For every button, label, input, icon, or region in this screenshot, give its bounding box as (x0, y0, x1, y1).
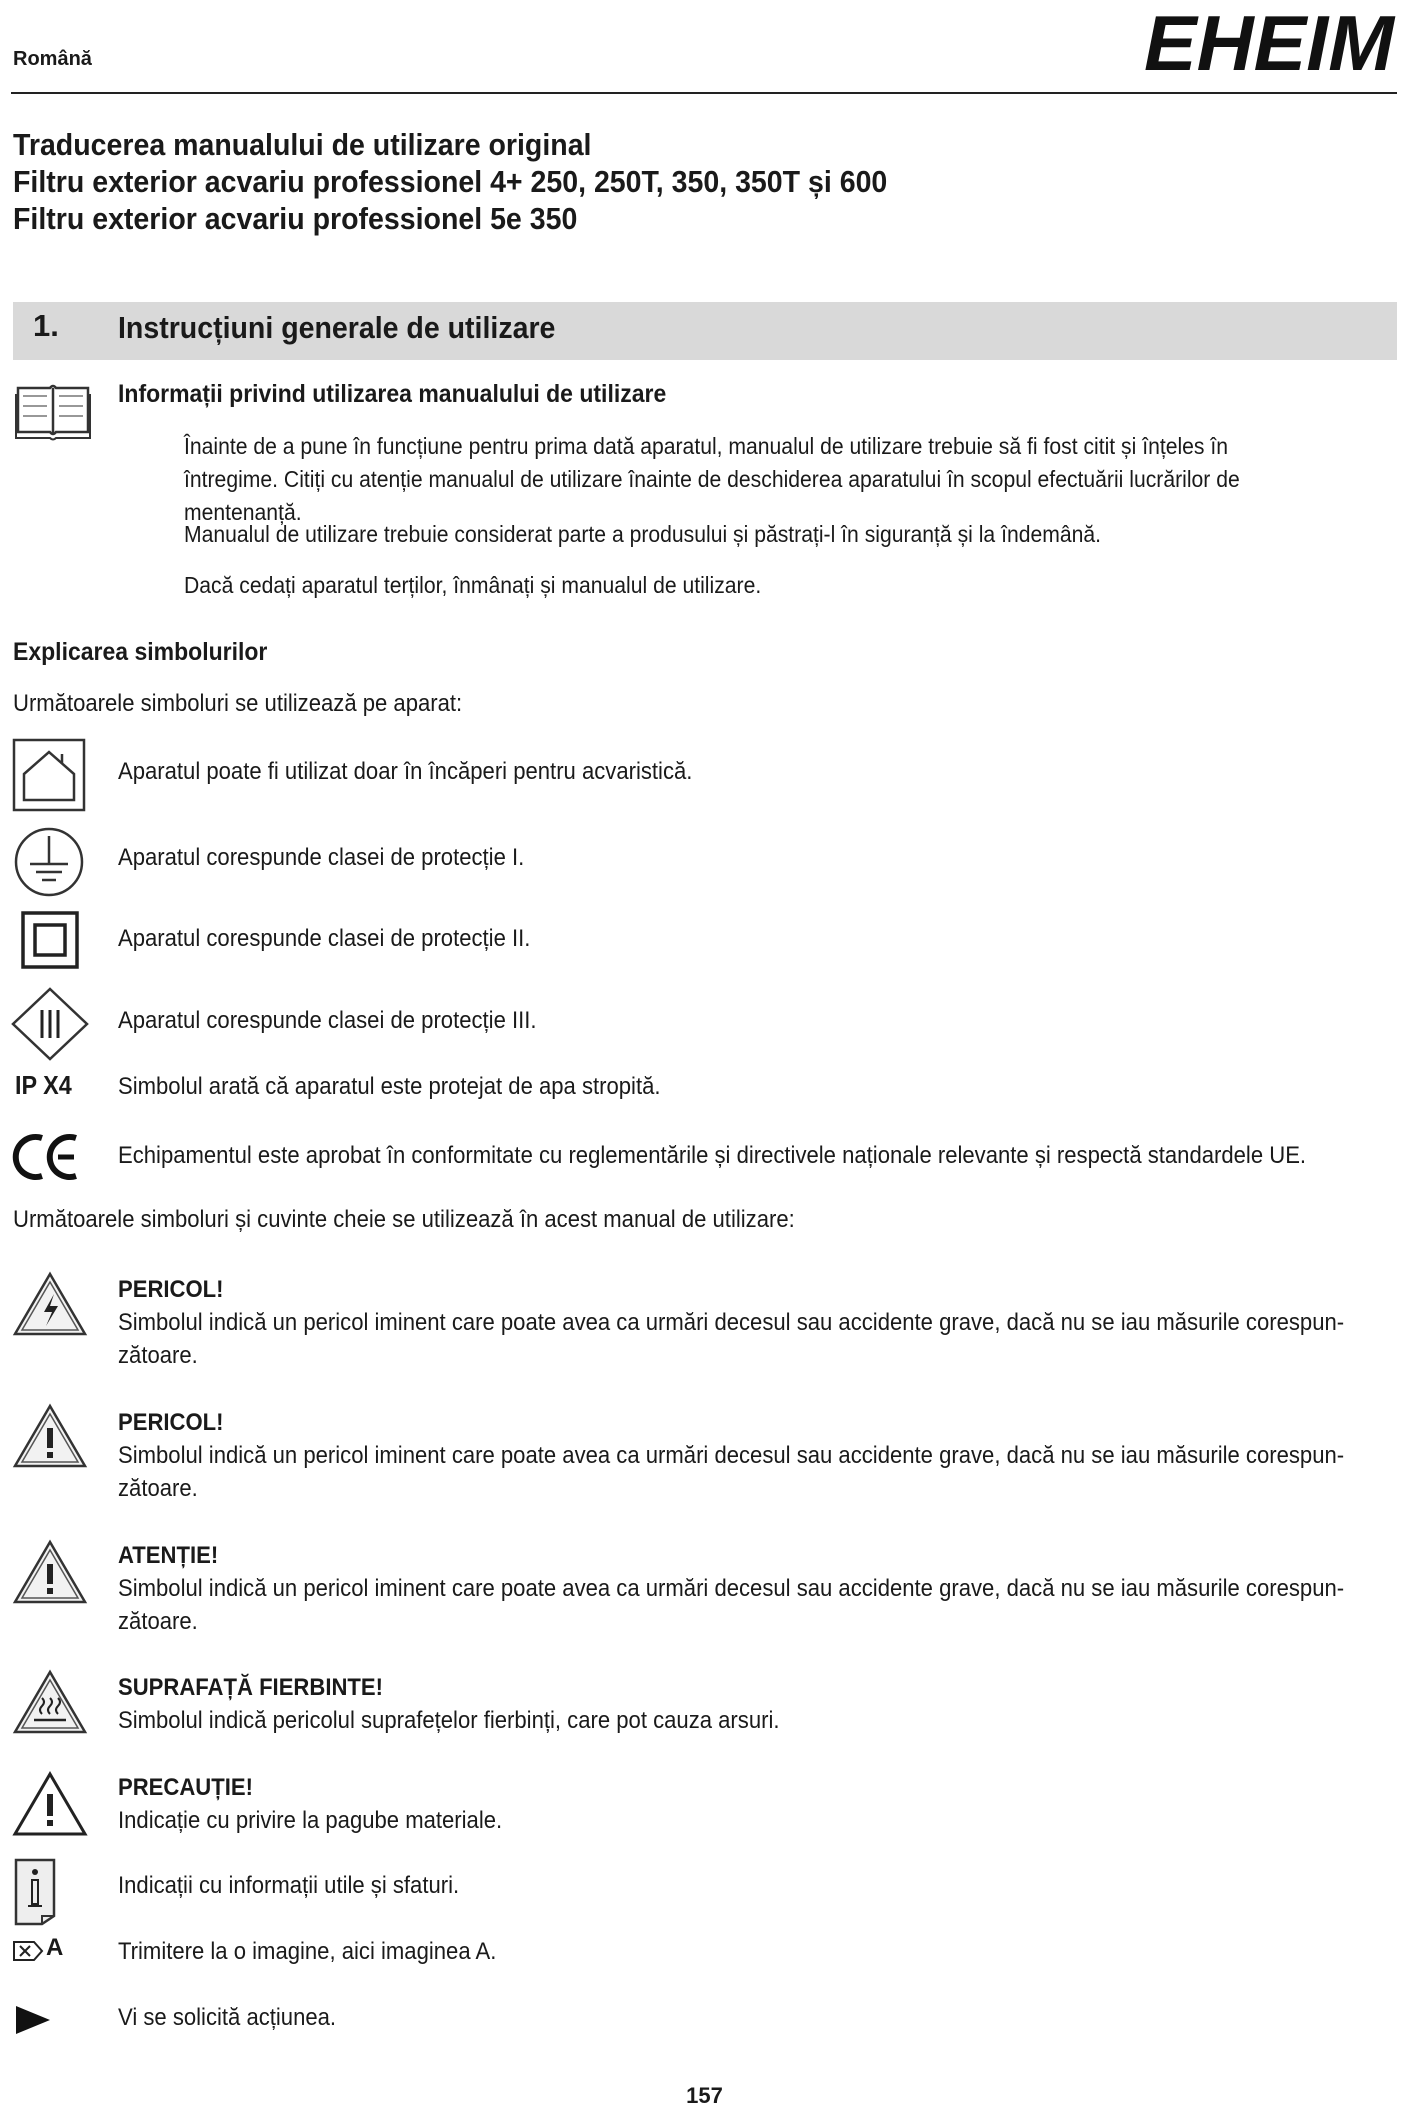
warning-title: PERICOL! (118, 1409, 224, 1436)
warning-title: PRECAUȚIE! (118, 1774, 253, 1801)
warning-description: Simbolul indică un pericol iminent care poate avea ca urmări decesul sau accidente grave, dacă nu se iau măsurile corespun- (118, 1575, 1345, 1602)
figure-reference-icon (12, 1940, 44, 1962)
warning-description-cont: zătoare. (118, 1608, 198, 1635)
paragraph-2: Manualul de utilizare trebuie considerat parte a produsului și păstrați-l în siguranță și la îndemână. (184, 521, 1102, 547)
warning-description-cont: zătoare. (118, 1342, 198, 1369)
warning-block-danger (118, 1407, 1388, 1505)
figure-ref-label: A (46, 1934, 64, 1961)
warning-block-caution (118, 1772, 1388, 1837)
warning-description-cont: zătoare. (118, 1475, 198, 1502)
page-number: 157 (686, 2083, 723, 2108)
figure-ref-text: Trimitere la o imagine, aici imaginea A. (118, 1938, 497, 1965)
action-text: Vi se solicită acțiunea. (118, 2004, 337, 2031)
eheim-logo (1136, 8, 1396, 78)
warning-exclamation-icon (12, 1538, 88, 1606)
header-divider (11, 92, 1397, 94)
danger-exclamation-icon (12, 1402, 88, 1470)
info-text: Indicații cu informații utile și sfaturi. (118, 1872, 460, 1899)
symbol-text-class-2: Aparatul corespunde clasei de protecție II. (118, 925, 531, 952)
protection-class-2-icon (20, 910, 80, 970)
info-note-icon (12, 1856, 58, 1928)
section-title: Instrucțiuni generale de utilizare (118, 310, 556, 345)
warning-title: PERICOL! (118, 1276, 224, 1303)
title-line-3: Filtru exterior acvariu professionel 5e 350 (13, 201, 578, 236)
warning-title: SUPRAFAȚĂ FIERBINTE! (118, 1674, 383, 1701)
electric-hazard-icon (12, 1270, 88, 1338)
caution-exclamation-icon (12, 1770, 88, 1838)
manual-symbols-intro: Următoarele simboluri și cuvinte cheie se utilizează în acest manual de utilizare: (13, 1206, 795, 1233)
paragraph-1: Înainte de a pune în funcțiune pentru prima dată aparatul, manualul de utilizare trebuie să fi fost citit și înțeles în întregime. Citiți cu atenție manualul de utilizare înainte de deschiderea aparatului în scopul efectuării lucrărilor de mentenanță. (184, 433, 1240, 525)
logo-text: EHEIM (1144, 8, 1396, 78)
action-arrow-icon (14, 2004, 52, 2036)
symbol-text-class-3: Aparatul corespunde clasei de protecție III. (118, 1007, 537, 1034)
warning-title: ATENȚIE! (118, 1542, 219, 1569)
warning-description: Indicație cu privire la pagube materiale. (118, 1807, 503, 1834)
symbols-heading: Explicarea simbolurilor (13, 638, 268, 666)
ce-mark-icon (12, 1132, 82, 1182)
symbol-text-ce: Echipamentul este aprobat în conformitate cu reglementările și directivele naționale relevante și respectă standardele UE. (118, 1142, 1307, 1169)
ipx4-label: IP X4 (15, 1070, 72, 1100)
paragraph-3: Dacă cedați aparatul terților, înmânați și manualul de utilizare. (184, 572, 762, 598)
symbol-text-ipx4: Simbolul arată că aparatul este protejat de apa stropită. (118, 1073, 661, 1100)
device-symbols-intro: Următoarele simboluri se utilizează pe aparat: (13, 690, 463, 717)
symbol-text-indoor: Aparatul poate fi utilizat doar în încăperi pentru acvaristică. (118, 758, 693, 785)
warning-block-danger-electric (118, 1274, 1388, 1372)
title-line-2: Filtru exterior acvariu professionel 4+ 250, 250T, 350, 350T și 600 (13, 164, 888, 199)
section-number: 1. (33, 308, 59, 343)
warning-description: Simbolul indică un pericol iminent care poate avea ca urmări decesul sau accidente grave, dacă nu se iau măsurile corespun- (118, 1442, 1345, 1469)
open-book-icon (14, 382, 92, 442)
document-titles (13, 126, 887, 237)
warning-description: Simbolul indică un pericol iminent care poate avea ca urmări decesul sau accidente grave, dacă nu se iau măsurile corespun- (118, 1309, 1345, 1336)
protection-class-1-icon (12, 826, 86, 898)
subsection-title: Informații privind utilizarea manualului de utilizare (118, 380, 667, 408)
title-line-1: Traducerea manualului de utilizare original (13, 127, 592, 162)
language-label: Română (13, 48, 92, 70)
indoor-house-icon (12, 738, 86, 812)
hot-surface-icon (12, 1668, 88, 1736)
protection-class-3-icon (10, 986, 90, 1062)
warning-block-hot-surface (118, 1672, 1388, 1737)
symbol-text-class-1: Aparatul corespunde clasei de protecție I. (118, 844, 525, 871)
warning-block-attention (118, 1540, 1388, 1638)
warning-description: Simbolul indică pericolul suprafețelor fierbinți, care pot cauza arsuri. (118, 1707, 780, 1734)
